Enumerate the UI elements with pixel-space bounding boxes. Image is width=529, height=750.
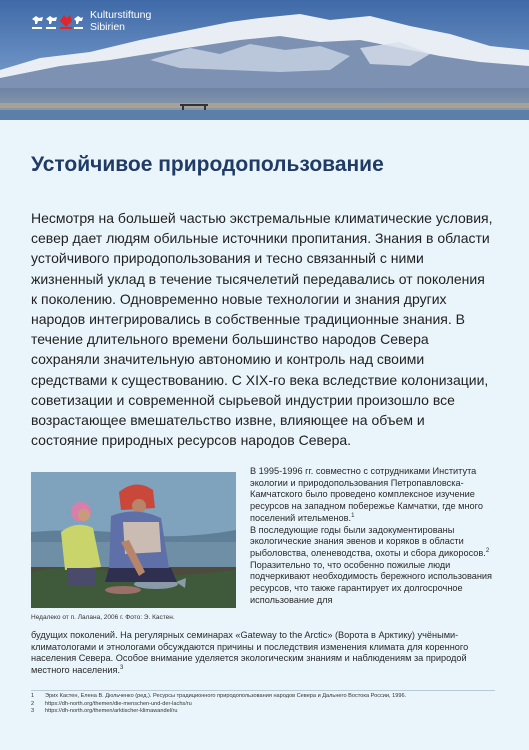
footnote-item — [31, 701, 495, 709]
footnote-number: 2 — [31, 700, 35, 707]
body-paragraph-2 — [250, 525, 494, 607]
lead-paragraph: Несмотря на большей частью экстремальные климатические условия, север дает людям обильные источники пропитания. Знания в области устойчивого природопользования и тесно связанный с ними жизненный уклад в течение тысячелетий передавались от поколения к поколению. Одновременно новые технологии и знания других народов интегрировались в собственные традиционные знания. В течение длительного времени большинство народов Севера сохраняли значительную автономию и контроль над своими средствами к существованию. С XIX-го века вследствие колонизации, советизации и современной сырьевой индустрии произошло все возрастающее вмешательство извне, влияющее на объем и состояние природных ресурсов народов Севера. — [31, 210, 493, 449]
organization-name-line1: Kulturstiftung — [90, 9, 152, 21]
body-paragraph-1-text: В 1995-1996 гг. совместно с сотрудниками Института экологии и природопользования Петропавловска-Камчатского было проведено комплексное изучение ресурсов на западном побережье Камчатки, где много поселений ительменов. — [250, 466, 483, 523]
footnote-ref-2[interactable]: 2 — [485, 547, 490, 554]
footnote-link[interactable]: https://dh-north.org/themen/arktischer-klimawandel/ru — [45, 708, 178, 715]
body-paragraph-2-tail-text: будущих поколений. На регулярных семинарах «Gateway to the Arctic» (Ворота в Арктику) учёными-климатологами и этнологами обсуждаются причины и последствия изменения климата для коренного населения Севера. Особое внимание уделяется экологическим знаниям и наблюдениям за природой местного населения. — [31, 630, 469, 676]
footnote-text: Эрих Кастен, Елена В. Дюльченко (ред.). Ресурсы традиционного природопользования народов Севера и Дальнего Востока России, 1996. — [45, 693, 407, 699]
organization-name — [90, 9, 151, 33]
body-column-right — [250, 466, 494, 606]
logo[interactable] — [30, 9, 151, 33]
reindeer-logo-icon — [30, 9, 84, 33]
photo-image — [31, 472, 236, 608]
body-paragraph-2-continuation: Поразительно то, что особенно пожилые люди подчеркивают необходимость бережного использования ресурсов, что также гарантирует их долгосрочное использование для — [250, 559, 493, 605]
footnote-number: 1 — [31, 693, 35, 699]
footnote-item — [31, 693, 495, 701]
footnote-ref-3[interactable]: 3 — [120, 665, 124, 672]
footnote-number: 3 — [31, 708, 35, 715]
organization-name-line2: Sibirien — [90, 21, 126, 33]
photo-women-fishing — [31, 472, 236, 608]
body-paragraph-2-tail — [31, 630, 495, 677]
footnote-link[interactable]: https://dh-north.org/themen/die-menschen-und-der-lachs/ru — [45, 700, 192, 707]
page-title: Устойчивое природопользование — [31, 153, 384, 176]
header-banner — [0, 0, 529, 120]
footnote-divider — [31, 690, 495, 691]
footnotes — [31, 693, 495, 716]
footnote-item — [31, 708, 495, 716]
photo-caption: Недалеко от п. Лалана, 2006 г. Фото: Э. Кастен. — [31, 614, 175, 621]
body-paragraph-2-text: В последующие годы были задокументированы экологические знания эвенов и коряков в области рыболовства, оленеводства, охоты и сбора дикоросов. — [250, 524, 486, 558]
body-paragraph-1 — [250, 466, 494, 525]
footnote-ref-1[interactable]: 1 — [351, 512, 355, 519]
